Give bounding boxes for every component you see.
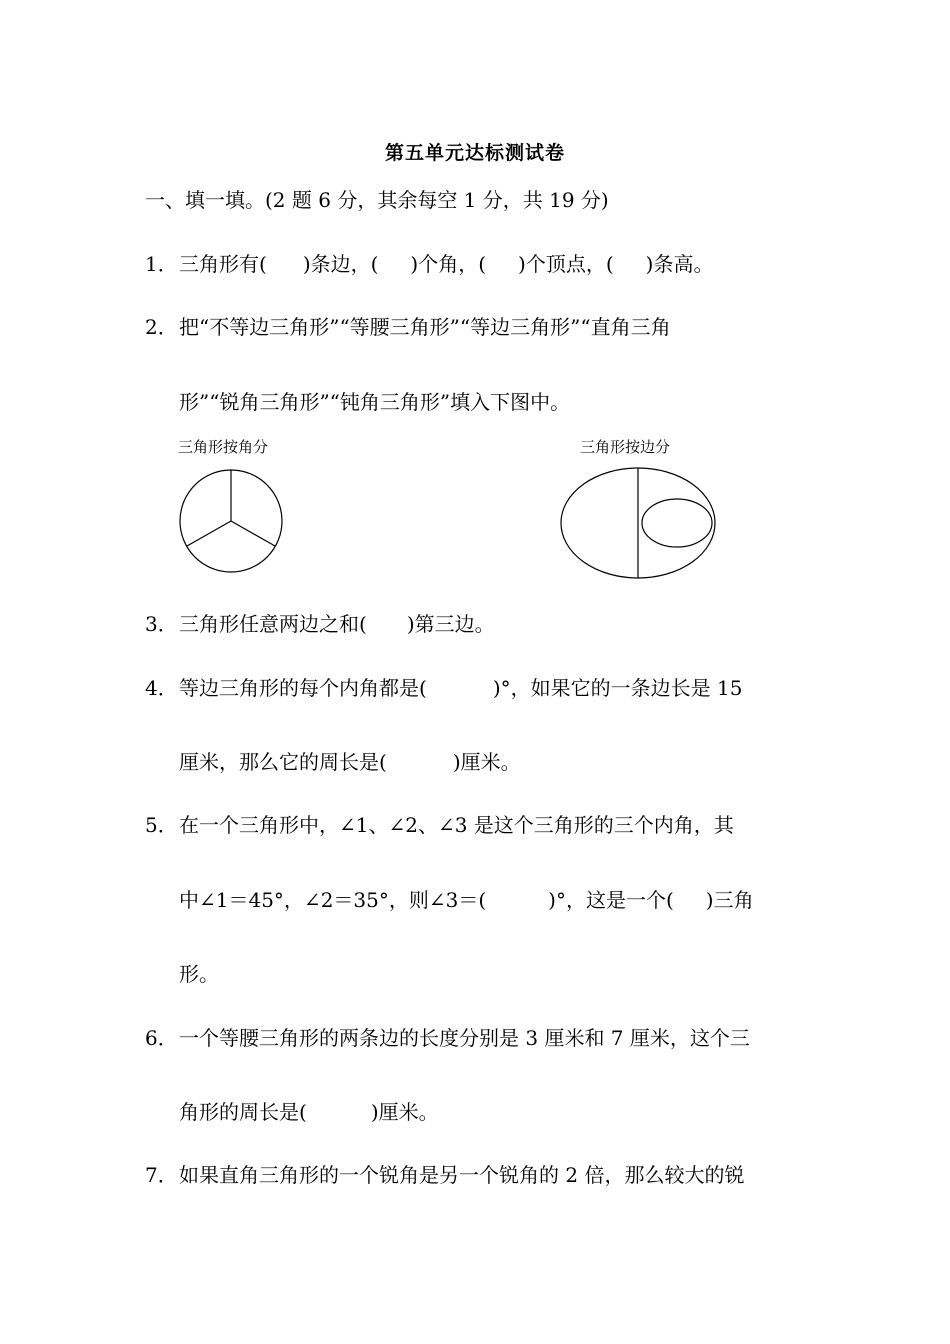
question-number: 7． [145,1163,178,1187]
question-2: 2．把“不等边三角形”“等腰三角形”“等边三角形”“直角三角 [145,315,671,339]
page-title: 第五单元达标测试卷 [384,142,565,164]
question-number: 1． [145,252,178,276]
question-5: 5．在一个三角形中，∠1、∠2、∠3 是这个三角形的三个内角，其 [145,813,734,837]
question-number: 6． [145,1026,178,1050]
inner-ellipse [642,499,712,547]
question-number: 4． [145,676,178,700]
question-6-continued: 角形的周长是( )厘米。 [179,1100,439,1124]
question-5-end: 形。 [179,962,219,986]
angle-classification-circle [170,460,295,585]
question-4-continued: 厘米，那么它的周长是( )厘米。 [179,750,521,774]
question-2-continued: 形”“锐角三角形”“钝角三角形”填入下图中。 [179,390,571,414]
question-7: 7．如果直角三角形的一个锐角是另一个锐角的 2 倍，那么较大的锐 [145,1163,745,1187]
question-1: 1．三角形有( )条边，( )个角，( )个顶点，( )条高。 [145,252,714,276]
section-heading: 一、填一填。(2 题 6 分，其余每空 1 分，共 19 分) [145,188,609,212]
divider-line [187,521,231,546]
diagram-left-label: 三角形按角分 [178,438,269,456]
question-number: 3． [145,612,178,636]
divider-line [231,521,275,546]
question-number: 5． [145,813,178,837]
question-4: 4．等边三角形的每个内角都是( )°，如果它的一条边长是 15 [145,676,743,700]
diagram-right-label: 三角形按边分 [580,438,671,456]
question-number: 2． [145,315,178,339]
question-5-continued: 中∠1＝45°，∠2＝35°，则∠3＝( )°，这是一个( )三角 [179,888,754,912]
side-classification-ellipse [555,462,725,587]
question-3: 3．三角形任意两边之和( )第三边。 [145,612,495,636]
question-6: 6．一个等腰三角形的两条边的长度分别是 3 厘米和 7 厘米，这个三 [145,1026,750,1050]
